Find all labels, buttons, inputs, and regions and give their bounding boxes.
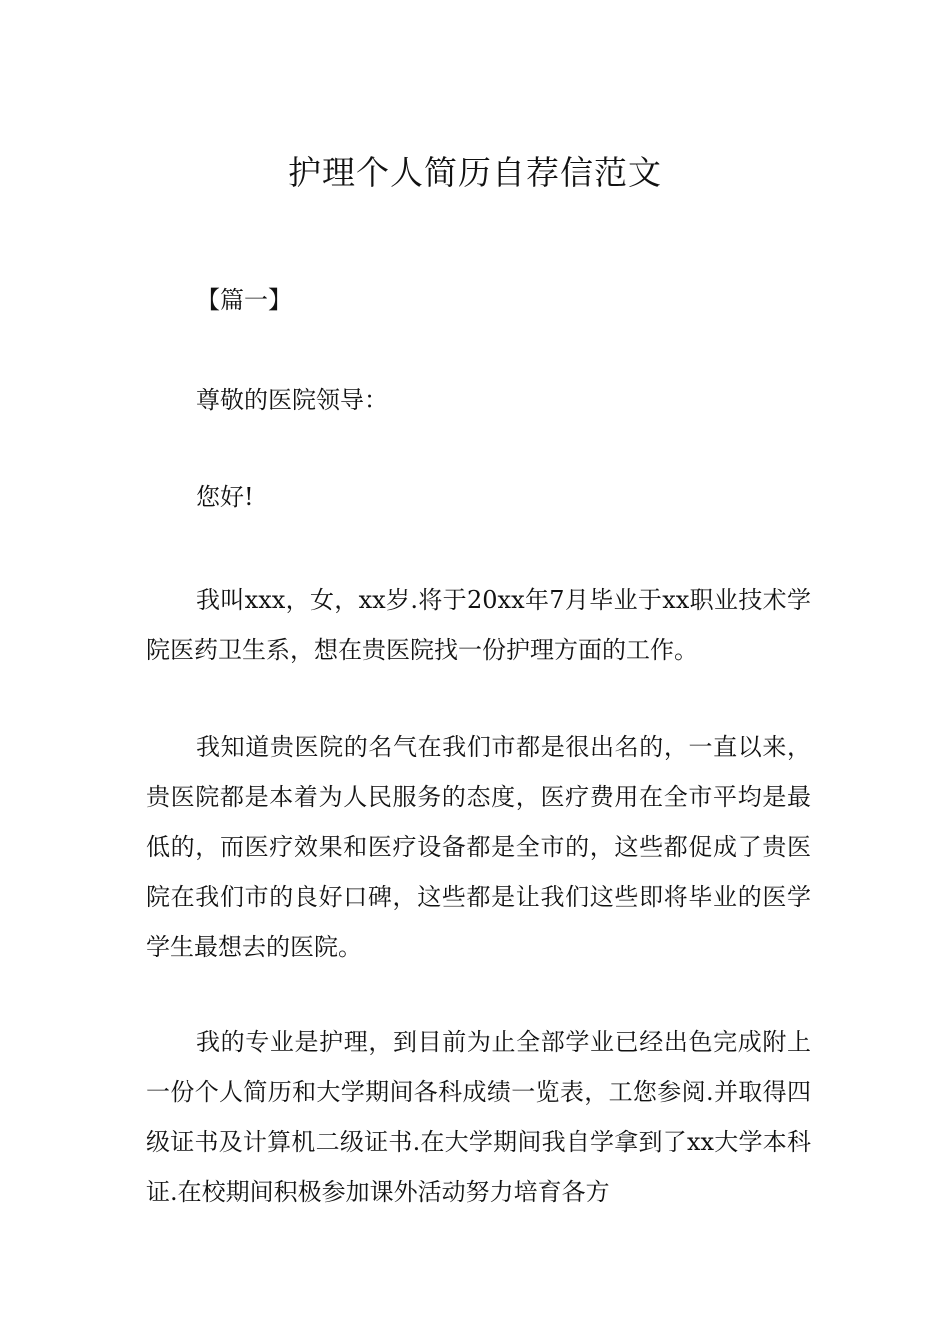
- body-paragraph: 我的专业是护理，到目前为止全部学业已经出色完成附上一份个人简历和大学期间各科成绩一览表，工您参阅.并取得四级证书及计算机二级证书.在大学期间我自学拿到了xx大学本科证.在校期间积极参加课外活动努力培育各方: [146, 1028, 811, 1206]
- body-paragraph: 我知道贵医院的名气在我们市都是很出名的，一直以来，贵医院都是本着为人民服务的态度，医疗费用在全市平均是最低的，而医疗效果和医疗设备都是全市的，这些都促成了贵医院在我们市的良好口碑，这些都是让我们这些即将毕业的医学学生最想去的医院。: [146, 733, 811, 961]
- body-paragraph: 我叫xxx，女，xx岁.将于20xx年7月毕业于xx职业技术学院医药卫生系，想在贵医院找一份护理方面的工作。: [146, 586, 811, 664]
- document-title: 护理个人简历自荐信范文: [288, 153, 662, 193]
- greeting: 您好!: [196, 483, 254, 511]
- section-label: 【篇一】: [196, 286, 292, 314]
- salutation: 尊敬的医院领导：: [196, 386, 388, 414]
